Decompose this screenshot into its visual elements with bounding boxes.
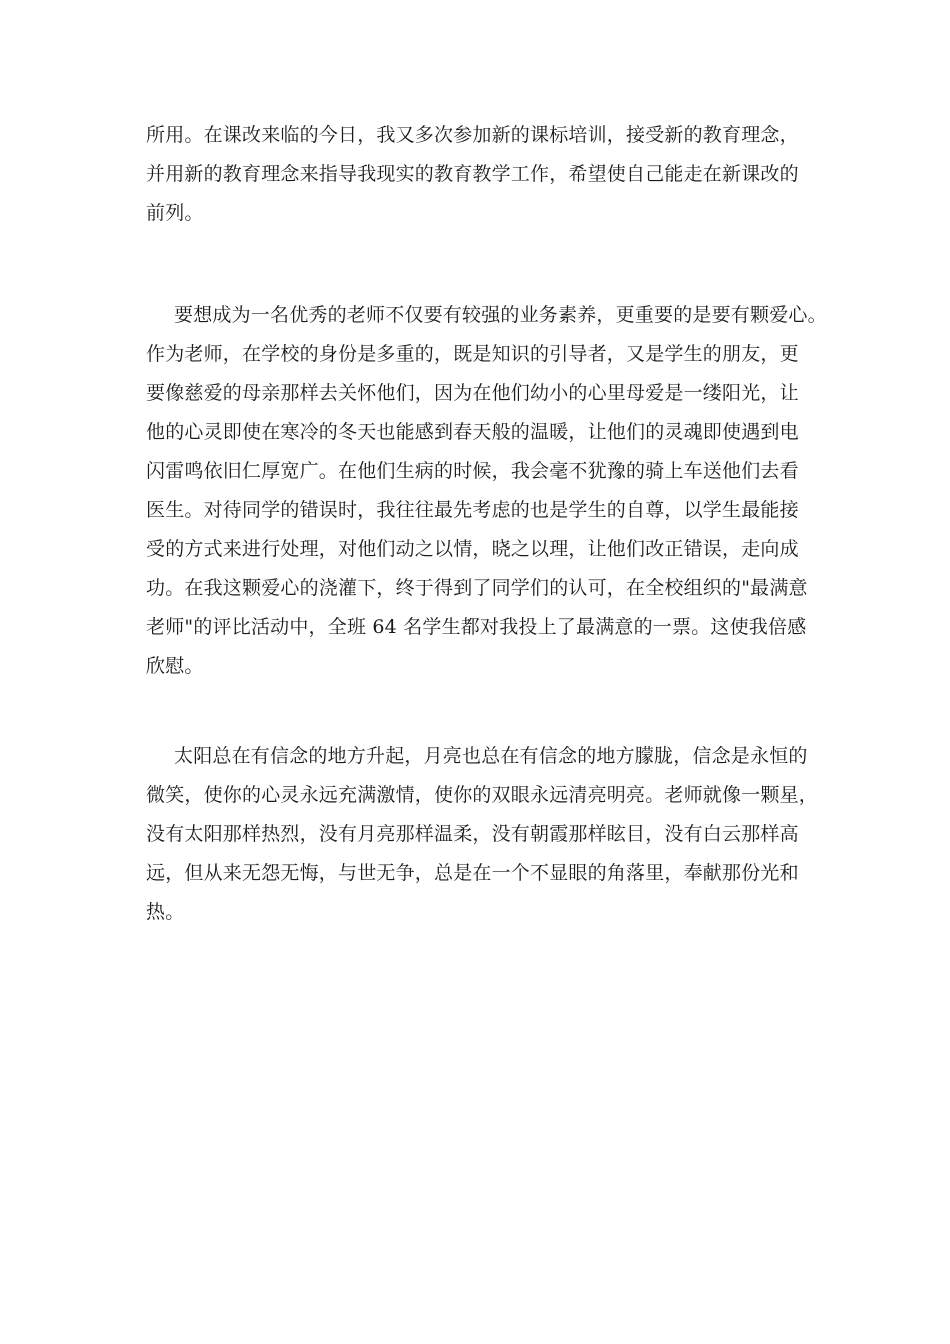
text-line: 老师"的评比活动中，全班 64 名学生都对我投上了最满意的一票。这使我倍感 [146, 616, 807, 638]
text-line: 没有太阳那样热烈，没有月亮那样温柔，没有朝霞那样眩目，没有白云那样高 [146, 823, 799, 845]
text-line: 功。在我这颗爱心的浇灌下，终于得到了同学们的认可，在全校组织的"最满意 [146, 577, 808, 599]
text-line: 太阳总在有信念的地方升起，月亮也总在有信念的地方朦胧，信念是永恒的 [174, 745, 808, 767]
text-line: 欣慰。 [146, 655, 204, 677]
text-line: 并用新的教育理念来指导我现实的教育教学工作，希望使自己能走在新课改的 [146, 163, 799, 185]
text-line: 要像慈爱的母亲那样去关怀他们，因为在他们幼小的心里母爱是一缕阳光，让 [146, 382, 799, 404]
text-line: 所用。在课改来临的今日，我又多次参加新的课标培训，接受新的教育理念， [146, 124, 799, 146]
text-line: 他的心灵即使在寒冷的冬天也能感到春天般的温暖，让他们的灵魂即使遇到电 [146, 421, 799, 443]
text-line: 闪雷鸣依旧仁厚宽广。在他们生病的时候，我会毫不犹豫的骑上车送他们去看 [146, 460, 799, 482]
text-line: 热。 [146, 901, 185, 923]
text-line: 前列。 [146, 202, 204, 224]
text-line: 要想成为一名优秀的老师不仅要有较强的业务素养，更重要的是要有颗爱心。 [174, 304, 827, 326]
text-line: 微笑，使你的心灵永远充满激情，使你的双眼永远清亮明亮。老师就像一颗星， [146, 784, 819, 806]
text-line: 作为老师，在学校的身份是多重的，既是知识的引导者，又是学生的朋友，更 [146, 343, 799, 365]
text-line: 远，但从来无怨无悔，与世无争，总是在一个不显眼的角落里，奉献那份光和 [146, 862, 799, 884]
text-line: 受的方式来进行处理，对他们动之以情，晓之以理，让他们改正错误，走向成 [146, 538, 799, 560]
text-line: 医生。对待同学的错误时，我往往最先考虑的也是学生的自尊，以学生最能接 [146, 499, 799, 521]
